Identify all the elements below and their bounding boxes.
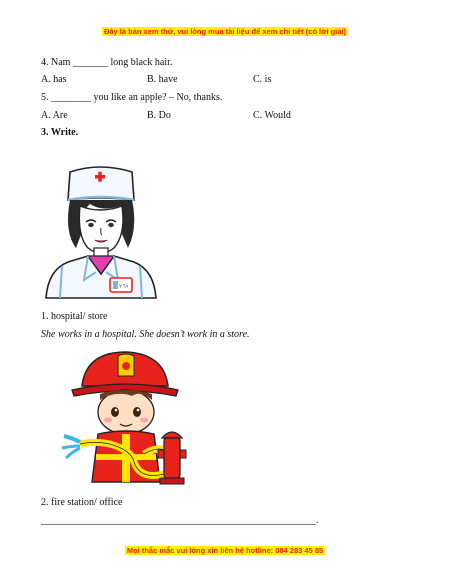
q4-option-b: B. have — [147, 74, 178, 85]
item-2-prompt: 2. fire station/ office — [41, 497, 123, 508]
item-1-answer: She works in a hospital. She doesn’t work in a store. — [41, 329, 250, 340]
preview-banner — [0, 27, 450, 36]
hotline-banner — [0, 546, 450, 555]
firefighter-illustration — [60, 350, 210, 492]
nurse-illustration — [40, 162, 160, 300]
section-3-title: 3. Write. — [41, 127, 79, 138]
q4-option-a: A. has — [41, 74, 67, 85]
q4-option-c: C. is — [253, 74, 272, 85]
q5-option-c: C. Would — [253, 110, 291, 121]
item-2-answer-line[interactable]: _______________________________________________________. — [41, 515, 319, 526]
q5-option-b: B. Do — [147, 110, 171, 121]
preview-banner-text: Đây là bản xem thử, vui lòng mua tài liệu để xem chi tiết (có lời giải) — [103, 27, 347, 36]
question-4: 4. Nam _______ long black hair. — [41, 57, 173, 68]
hotline-banner-text: Mọi thắc mắc vui lòng xin liên hệ hotline: 084 283 45 85 — [126, 546, 324, 555]
item-1-prompt: 1. hospital/ store — [41, 311, 108, 322]
nurse-badge-label: Y TÁ — [119, 283, 129, 289]
question-5: 5. ________ you like an apple? – No, thanks. — [41, 92, 223, 103]
q5-option-a: A. Are — [41, 110, 68, 121]
